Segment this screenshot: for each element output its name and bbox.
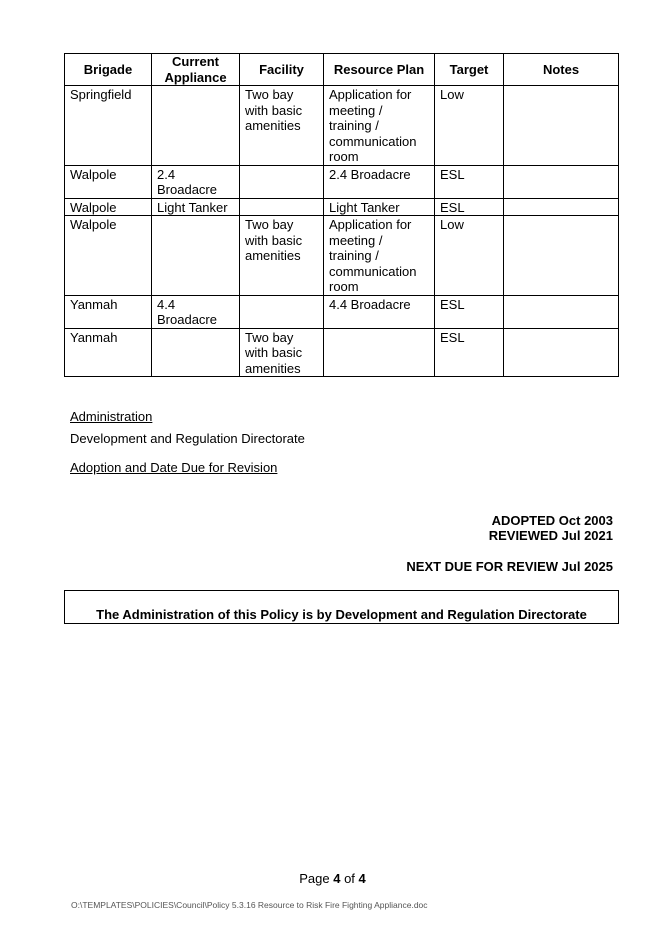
cell-notes xyxy=(504,328,619,377)
next-review-date: NEXT DUE FOR REVIEW Jul 2025 xyxy=(406,559,613,574)
cell-facility: Two bay with basic amenities xyxy=(240,328,324,377)
table-row xyxy=(65,198,619,216)
cell-notes xyxy=(504,198,619,216)
cell-current-appliance xyxy=(152,86,240,166)
header-resource-plan: Resource Plan xyxy=(324,54,435,86)
administration-text: Development and Regulation Directorate xyxy=(70,431,305,446)
cell-resource-plan: Light Tanker xyxy=(324,198,435,216)
reviewed-date: REVIEWED Jul 2021 xyxy=(488,528,613,543)
cell-target: Low xyxy=(435,86,504,166)
cell-resource-plan: Application for meeting / training / communication room xyxy=(324,86,435,166)
table-row xyxy=(65,295,619,328)
table-row xyxy=(65,328,619,377)
cell-facility xyxy=(240,198,324,216)
cell-target: ESL xyxy=(435,328,504,377)
header-facility: Facility xyxy=(240,54,324,86)
administration-notice-text: The Administration of this Policy is by Development and Regulation Directorate xyxy=(96,607,587,622)
cell-facility xyxy=(240,295,324,328)
cell-brigade: Walpole xyxy=(65,198,152,216)
table-row xyxy=(65,165,619,198)
cell-notes xyxy=(504,295,619,328)
adoption-heading: Adoption and Date Due for Revision xyxy=(70,460,278,475)
cell-facility: Two bay with basic amenities xyxy=(240,86,324,166)
cell-target: ESL xyxy=(435,295,504,328)
cell-brigade: Walpole xyxy=(65,216,152,296)
cell-current-appliance: 2.4 Broadacre xyxy=(152,165,240,198)
administration-heading: Administration xyxy=(70,409,153,424)
cell-brigade: Yanmah xyxy=(65,295,152,328)
header-brigade: Brigade xyxy=(65,54,152,86)
cell-brigade: Springfield xyxy=(65,86,152,166)
cell-current-appliance xyxy=(152,216,240,296)
administration-notice-box xyxy=(64,590,619,624)
header-notes: Notes xyxy=(504,54,619,86)
table-row xyxy=(65,216,619,296)
cell-current-appliance xyxy=(152,328,240,377)
cell-notes xyxy=(504,86,619,166)
table-row xyxy=(65,86,619,166)
cell-resource-plan: Application for meeting / training / communication room xyxy=(324,216,435,296)
cell-resource-plan xyxy=(324,328,435,377)
cell-notes xyxy=(504,216,619,296)
table-header-row xyxy=(65,54,619,86)
resource-table xyxy=(64,53,619,377)
header-target: Target xyxy=(435,54,504,86)
page-total: 4 xyxy=(358,871,366,886)
page-number xyxy=(0,871,665,886)
page-current: 4 xyxy=(333,871,341,886)
header-current-appliance: Current Appliance xyxy=(152,54,240,86)
cell-target: ESL xyxy=(435,198,504,216)
file-path: O:\TEMPLATES\POLICIES\Council\Policy 5.3.16 Resource to Risk Fire Fighting Appliance.doc xyxy=(71,900,428,910)
cell-brigade: Yanmah xyxy=(65,328,152,377)
page-of: of xyxy=(340,871,359,886)
cell-target: Low xyxy=(435,216,504,296)
cell-current-appliance: 4.4 Broadacre xyxy=(152,295,240,328)
cell-facility: Two bay with basic amenities xyxy=(240,216,324,296)
page-prefix: Page xyxy=(299,871,334,886)
cell-current-appliance: Light Tanker xyxy=(152,198,240,216)
cell-notes xyxy=(504,165,619,198)
cell-brigade: Walpole xyxy=(65,165,152,198)
cell-facility xyxy=(240,165,324,198)
cell-resource-plan: 4.4 Broadacre xyxy=(324,295,435,328)
cell-resource-plan: 2.4 Broadacre xyxy=(324,165,435,198)
cell-target: ESL xyxy=(435,165,504,198)
adopted-date: ADOPTED Oct 2003 xyxy=(491,513,613,528)
